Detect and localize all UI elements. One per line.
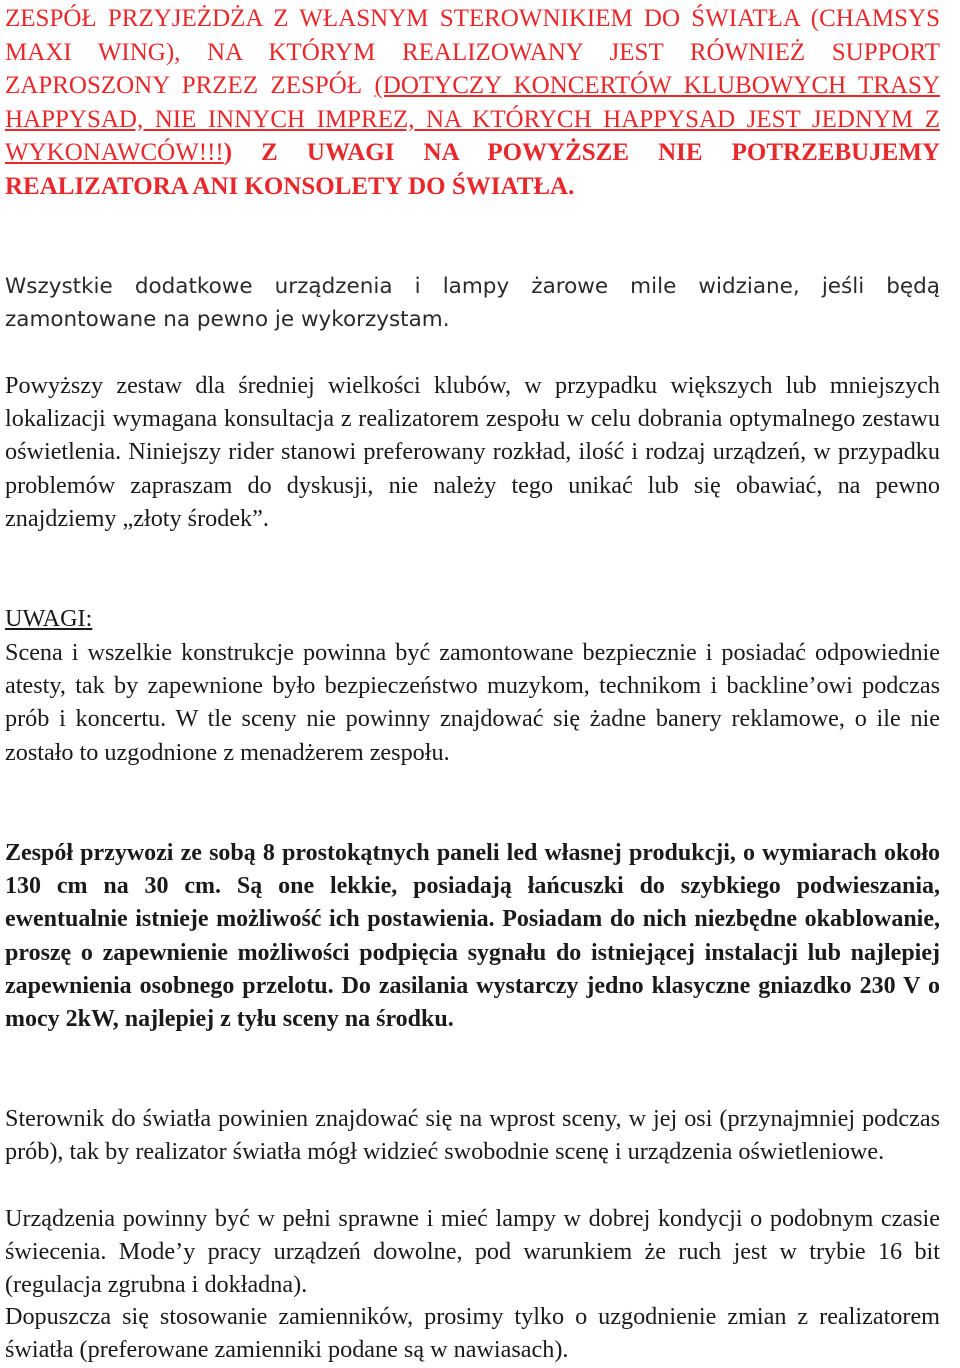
paragraph-substitutes: Dopuszcza się stosowanie zamienników, prosimy tylko o uzgodnienie zmian z realizatorem światła (preferowane zamienniki podane są w nawiasach). <box>5 1303 940 1364</box>
uwagi-heading: UWAGI: <box>5 605 93 632</box>
paragraph-devices: Urządzenia powinny być w pełni sprawne i mieć lampy w dobrej kondycji o podobnym czasie świecenia. Mode’y pracy urządzeń dowolne, pod warunkiem że ruch jest w trybie 16 bit (regulacja zgrubna i dokładna). <box>5 1205 940 1299</box>
paragraph-set: Powyższy zestaw dla średniej wielkości klubów, w przypadku większych lub mniejszych lokalizacji wymagana konsultacja z realizatorem zespołu w celu dobrania optymalnego zestawu oświetlenia. Niniejszy rider stanowi preferowany rozkład, ilość i rodzaj urządzeń, w przypadku problemów zapraszam do dyskusji, nie należy tego unikać lub się obawiać, na pewno znajdziemy „złoty środek”. <box>5 372 940 532</box>
paragraph-controller: Sterownik do światła powinien znajdować się na wprost sceny, w jej osi (przynajmniej podczas prób), tak by realizator światła mógł widzieć swobodnie scenę i urządzenia oświetleniowe. <box>5 1105 940 1166</box>
header-line: ZESPÓŁ PRZYJEŻDŻA Z WŁASNYM STEROWNIKIEM DO ŚWIATŁA (CHAMSYS MAXI WING), NA KTÓRYM REALIZOWANY JEST RÓWNIEŻ SUPPORT ZAPROSZONY PRZEZ ZESPÓŁ <box>5 5 940 99</box>
paragraph-extra-devices: Wszystkie dodatkowe urządzenia i lampy żarowe mile widziane, jeśli będą zamontowane na pewno je wykorzystam. <box>5 274 940 332</box>
header-underlined: (DOTYCZY KONCERTÓW KLUBOWYCH TRASY HAPPYSAD, NIE INNYCH IMPREZ, NA KTÓRYCH HAPPYSAD JEST JEDNYM Z WYKONAWCÓW!!! <box>5 72 941 166</box>
header-notice <box>5 2 940 203</box>
header-bold-rest: ) Z UWAGI NA POWYŻSZE NIE POTRZEBUJEMY REALIZATORA ANI KONSOLETY DO ŚWIATŁA. <box>5 139 940 200</box>
paragraph-led-panels: Zespół przywozi ze sobą 8 prostokątnych paneli led własnej produkcji, o wymiarach około 130 cm na 30 cm. Są one lekkie, posiadają łańcuszki do szybkiego podwieszania, ewentualnie istnieje możliwość ich postawienia. Posiadam do nich niezbędne okablowanie, proszę o zapewnienie możliwości podpięcia sygnału do istniejącej instalacji lub najlepiej zapewnienia osobnego przelotu. Do zasilania wystarczy jedno klasyczne gniazdko 230 V o mocy 2kW, najlepiej z tyłu sceny na środku. <box>5 840 940 1033</box>
paragraph-stage: Scena i wszelkie konstrukcje powinna być zamontowane bezpiecznie i posiadać odpowiednie atesty, tak by zapewnione było bezpieczeństwo muzykom, technikom i backline’owi podczas prób i koncertu. W tle sceny nie powinny znajdować się żadne banery reklamowe, o ile nie zostało to uzgodnione z menadżerem zespołu. <box>5 639 940 766</box>
